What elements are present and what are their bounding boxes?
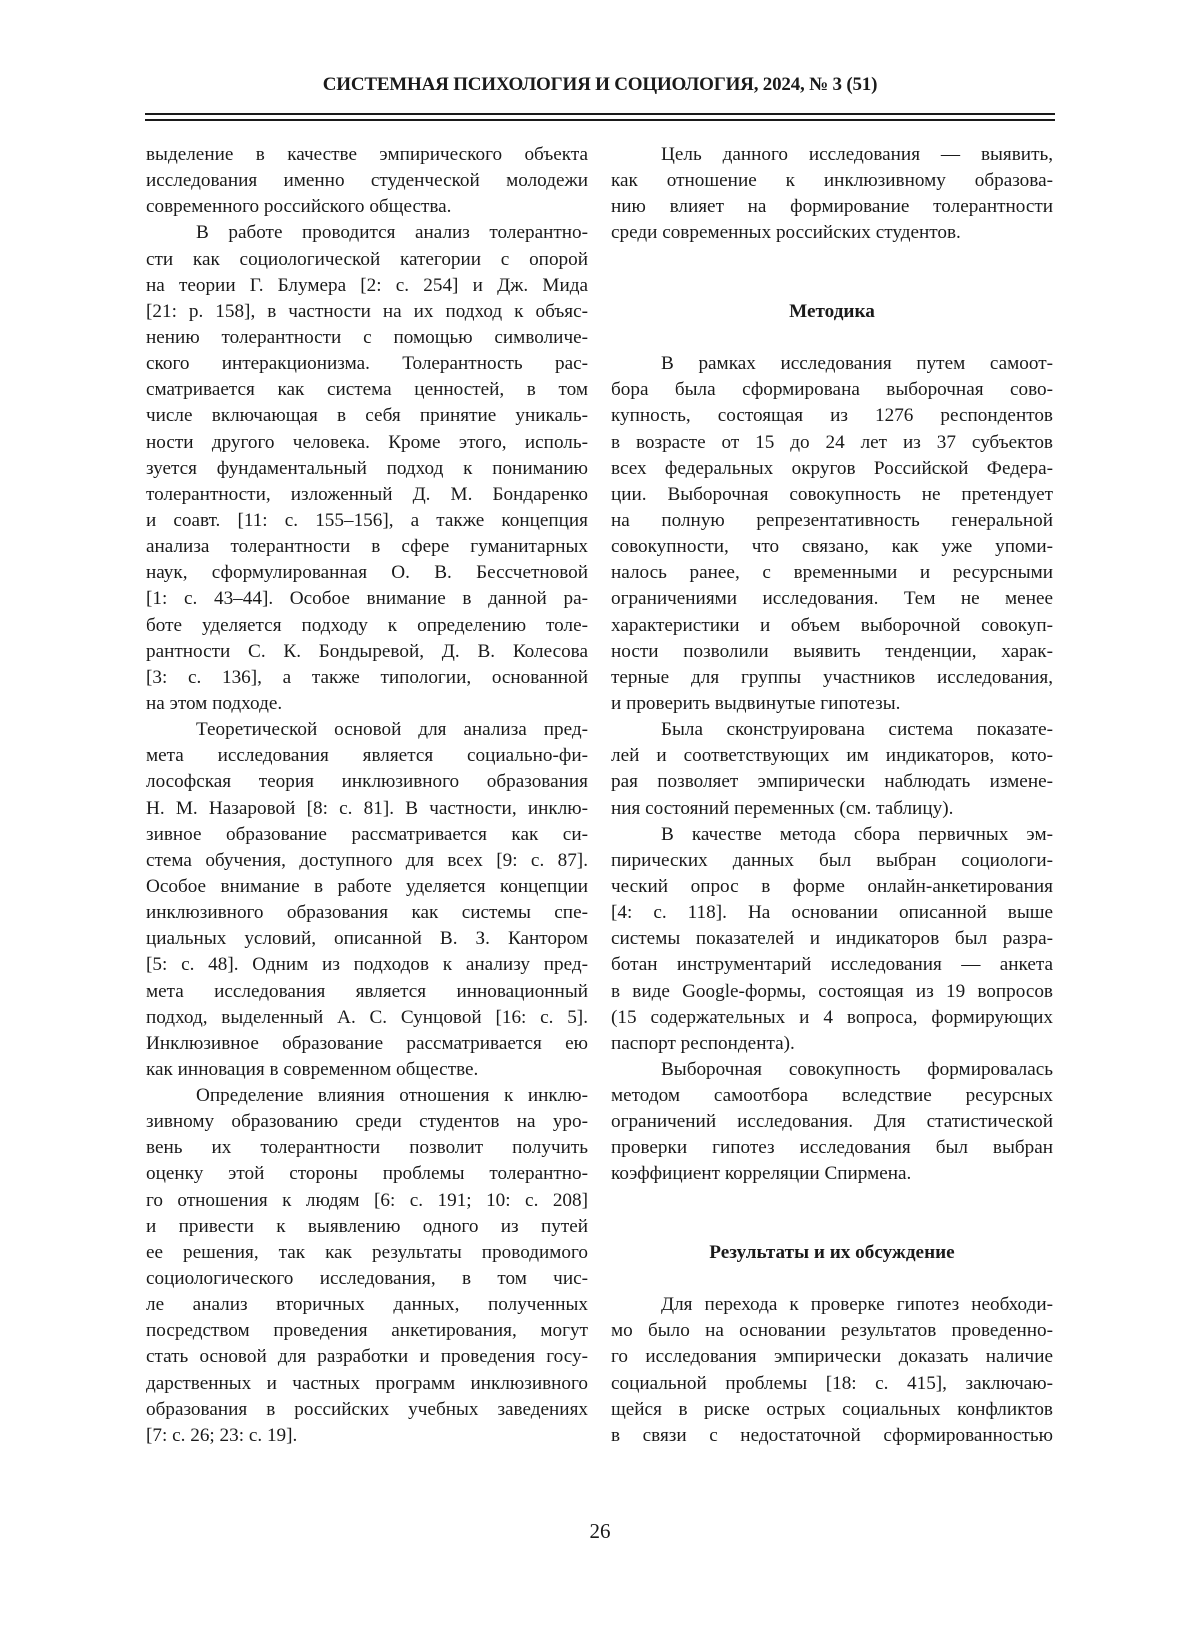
paragraph-first-line: В работе проводится анализ толерантно-	[196, 222, 588, 244]
text-line: наук, сформулированная О. В. Бессчетновой	[146, 562, 588, 584]
text-line: Н. М. Назаровой [8: с. 81]. В частности, инклю-	[146, 797, 588, 819]
page-number: 26	[589, 1519, 611, 1543]
text-line: оценку этой стороны проблемы толерантно-	[146, 1163, 588, 1185]
vertical-spacer	[611, 1214, 1053, 1240]
text-line: [1: с. 43–44]. Особое внимание в данной ра-	[146, 588, 588, 610]
text-line: инклюзивного образования как системы спе-	[146, 902, 588, 924]
journal-running-header: СИСТЕМНАЯ ПСИХОЛОГИЯ И СОЦИОЛОГИЯ, 2024, № 3 (51)	[322, 74, 878, 95]
text-line: зивному образованию среди студентов на уро-	[146, 1111, 588, 1133]
paragraph-first-line: Выборочная совокупность формировалась	[661, 1058, 1053, 1080]
text-line: [7: с. 26; 23: с. 19].	[146, 1424, 298, 1446]
text-line: купность, состоящая из 1276 респондентов	[611, 405, 1053, 427]
text-line: [3: с. 136], а также типологии, основанной	[146, 666, 588, 688]
text-line: ограничениями исследования. Тем не менее	[611, 588, 1053, 610]
text-line: сти как социологической категории с опорой	[146, 248, 588, 270]
text-line: подход, выделенный А. С. Сунцовой [16: с. 5].	[146, 1006, 588, 1028]
header-rule-top	[145, 113, 1055, 115]
text-line: паспорт респондента).	[611, 1032, 795, 1054]
text-line: и соавт. [11: с. 155–156], а также концепция	[146, 509, 588, 531]
text-line: ского интеракционизма. Толерантность рас-	[146, 353, 588, 375]
text-line: стема обучения, доступного для всех [9: с. 87].	[146, 849, 588, 871]
paragraph-first-line: Определение влияния отношения к инклю-	[196, 1085, 588, 1107]
text-line: Инклюзивное образование рассматривается ею	[146, 1032, 588, 1054]
text-line: исследования именно студенческой молодежи	[146, 170, 588, 192]
text-line: и привести к выявлению одного из путей	[146, 1215, 588, 1237]
text-line: терные для группы участников исследования,	[611, 666, 1053, 688]
text-line: всех федеральных округов Российской Федера-	[611, 457, 1053, 479]
text-line: в связи с недостаточной сформированностью	[611, 1424, 1053, 1446]
text-line: циальных условий, описанной В. З. Кантором	[146, 928, 588, 950]
text-line: нению толерантности с помощью символиче-	[146, 326, 588, 348]
paragraph-first-line: Теоретической основой для анализа пред-	[196, 719, 588, 741]
text-line: [4: с. 118]. На основании описанной выше	[611, 902, 1053, 924]
paragraph-first-line: Цель данного исследования — выявить,	[661, 144, 1053, 165]
text-line: как инновация в современном обществе.	[146, 1058, 479, 1080]
text-line: системы показателей и индикаторов был разра-	[611, 928, 1053, 950]
vertical-spacer	[611, 325, 1053, 351]
vertical-spacer	[611, 1266, 1053, 1292]
text-line: ния состояний переменных (см. таблицу).	[611, 797, 954, 819]
text-line: посредством проведения анкетирования, могут	[146, 1320, 588, 1342]
text-line: го исследования эмпирически доказать наличие	[611, 1346, 1053, 1368]
text-line: лософская теория инклюзивного образования	[146, 771, 588, 793]
text-line: пирических данных был выбран социологи-	[611, 849, 1053, 871]
text-line: рантности С. К. Бондыревой, Д. В. Колесова	[146, 640, 588, 662]
text-line: сматривается как система ценностей, в том	[146, 379, 588, 401]
text-line: ности позволили выявить тенденции, харак-	[611, 640, 1053, 662]
text-line: мо было на основании результатов проведенно-	[611, 1320, 1053, 1342]
text-line: [5: с. 48]. Одним из подходов к анализу пред-	[146, 954, 588, 976]
left-text-column	[146, 142, 588, 1449]
text-line: [21: p. 158], в частности на их подход к объяс-	[146, 300, 588, 322]
vertical-spacer	[611, 1188, 1053, 1214]
text-line: характеристики и объем выборочной совокуп-	[611, 614, 1053, 636]
text-line: ограничений исследования. Для статистической	[611, 1111, 1053, 1133]
text-line: ции. Выборочная совокупность не претендует	[611, 483, 1053, 505]
text-line: стать основой для разработки и проведения госу-	[146, 1346, 588, 1368]
paragraph-first-line: В рамках исследования путем самоот-	[661, 353, 1053, 375]
text-line: ботан инструментарий исследования — анкета	[611, 954, 1053, 976]
text-line: рая позволяет эмпирически наблюдать измене-	[611, 771, 1053, 793]
text-line: зивное образование рассматривается как си-	[146, 823, 588, 845]
text-line: образования в российских учебных заведениях	[146, 1398, 588, 1420]
text-line: го отношения к людям [6: с. 191; 10: с. 208]	[146, 1189, 588, 1211]
text-line: коэффициент корреляции Спирмена.	[611, 1163, 912, 1185]
text-line: нию влияет на формирование толерантности	[611, 196, 1053, 218]
text-line: как отношение к инклюзивному образова-	[611, 170, 1053, 192]
section-heading: Результаты и их обсуждение	[709, 1241, 955, 1263]
text-line: современного российского общества.	[146, 196, 452, 218]
text-line: щейся в риске острых социальных конфликтов	[611, 1398, 1053, 1420]
text-line: мета исследования является социально-фи-	[146, 745, 588, 767]
text-line: налось ранее, с временными и ресурсными	[611, 562, 1053, 584]
text-line: в виде Google-формы, состоящая из 19 вопросов	[611, 980, 1053, 1002]
text-line: методом самоотбора вследствие ресурсных	[611, 1085, 1053, 1107]
text-line: на этом подходе.	[146, 692, 283, 714]
paragraph-first-line: Для перехода к проверке гипотез необходи-	[661, 1294, 1053, 1316]
text-line: дарственных и частных программ инклюзивного	[146, 1372, 588, 1394]
text-line: на теории Г. Блумера [2: с. 254] и Дж. Мида	[146, 274, 588, 296]
text-line: ности другого человека. Кроме этого, исполь-	[146, 431, 588, 453]
text-line: мета исследования является инновационный	[146, 980, 588, 1002]
text-line: толерантности, изложенный Д. М. Бондаренко	[146, 483, 588, 505]
vertical-spacer	[611, 247, 1053, 273]
text-line: на полную репрезентативность генеральной	[611, 509, 1053, 531]
text-line: в возрасте от 15 до 24 лет из 37 субъектов	[611, 431, 1053, 453]
right-text-column	[611, 142, 1053, 1449]
text-line: и проверить выдвинутые гипотезы.	[611, 692, 901, 714]
vertical-spacer	[611, 273, 1053, 299]
text-line: боте уделяется подходу к определению толе-	[146, 614, 588, 636]
text-line: ее решения, так как результаты проводимого	[146, 1241, 588, 1263]
text-line: выделение в качестве эмпирического объекта	[146, 144, 588, 165]
text-line: совокупности, что связано, как уже упоми-	[611, 536, 1053, 558]
text-line: Особое внимание в работе уделяется концепции	[146, 875, 588, 897]
text-line: социальной проблемы [18: с. 415], заключаю-	[611, 1372, 1053, 1394]
text-line: (15 содержательных и 4 вопроса, формирующих	[611, 1006, 1053, 1028]
section-heading: Методика	[789, 300, 875, 322]
paragraph-first-line: Была сконструирована система показате-	[661, 719, 1053, 741]
text-line: зуется фундаментальный подход к пониманию	[146, 457, 588, 479]
text-line: бора была сформирована выборочная сово-	[611, 379, 1053, 401]
text-line: социологического исследования, в том чис-	[146, 1268, 588, 1290]
text-line: анализа толерантности в сфере гуманитарных	[146, 536, 588, 558]
text-line: ческий опрос в форме онлайн-анкетирования	[611, 875, 1053, 897]
text-line: лей и соответствующих им индикаторов, кото-	[611, 745, 1053, 767]
text-line: числе включающая в себя принятие уникаль-	[146, 405, 588, 427]
text-line: ле анализ вторичных данных, полученных	[146, 1294, 588, 1316]
paragraph-first-line: В качестве метода сбора первичных эм-	[661, 823, 1053, 845]
text-line: среди современных российских студентов.	[611, 222, 961, 244]
text-line: проверки гипотез исследования был выбран	[611, 1137, 1053, 1159]
text-line: вень их толерантности позволит получить	[146, 1137, 588, 1159]
header-rule-bottom	[145, 119, 1055, 121]
